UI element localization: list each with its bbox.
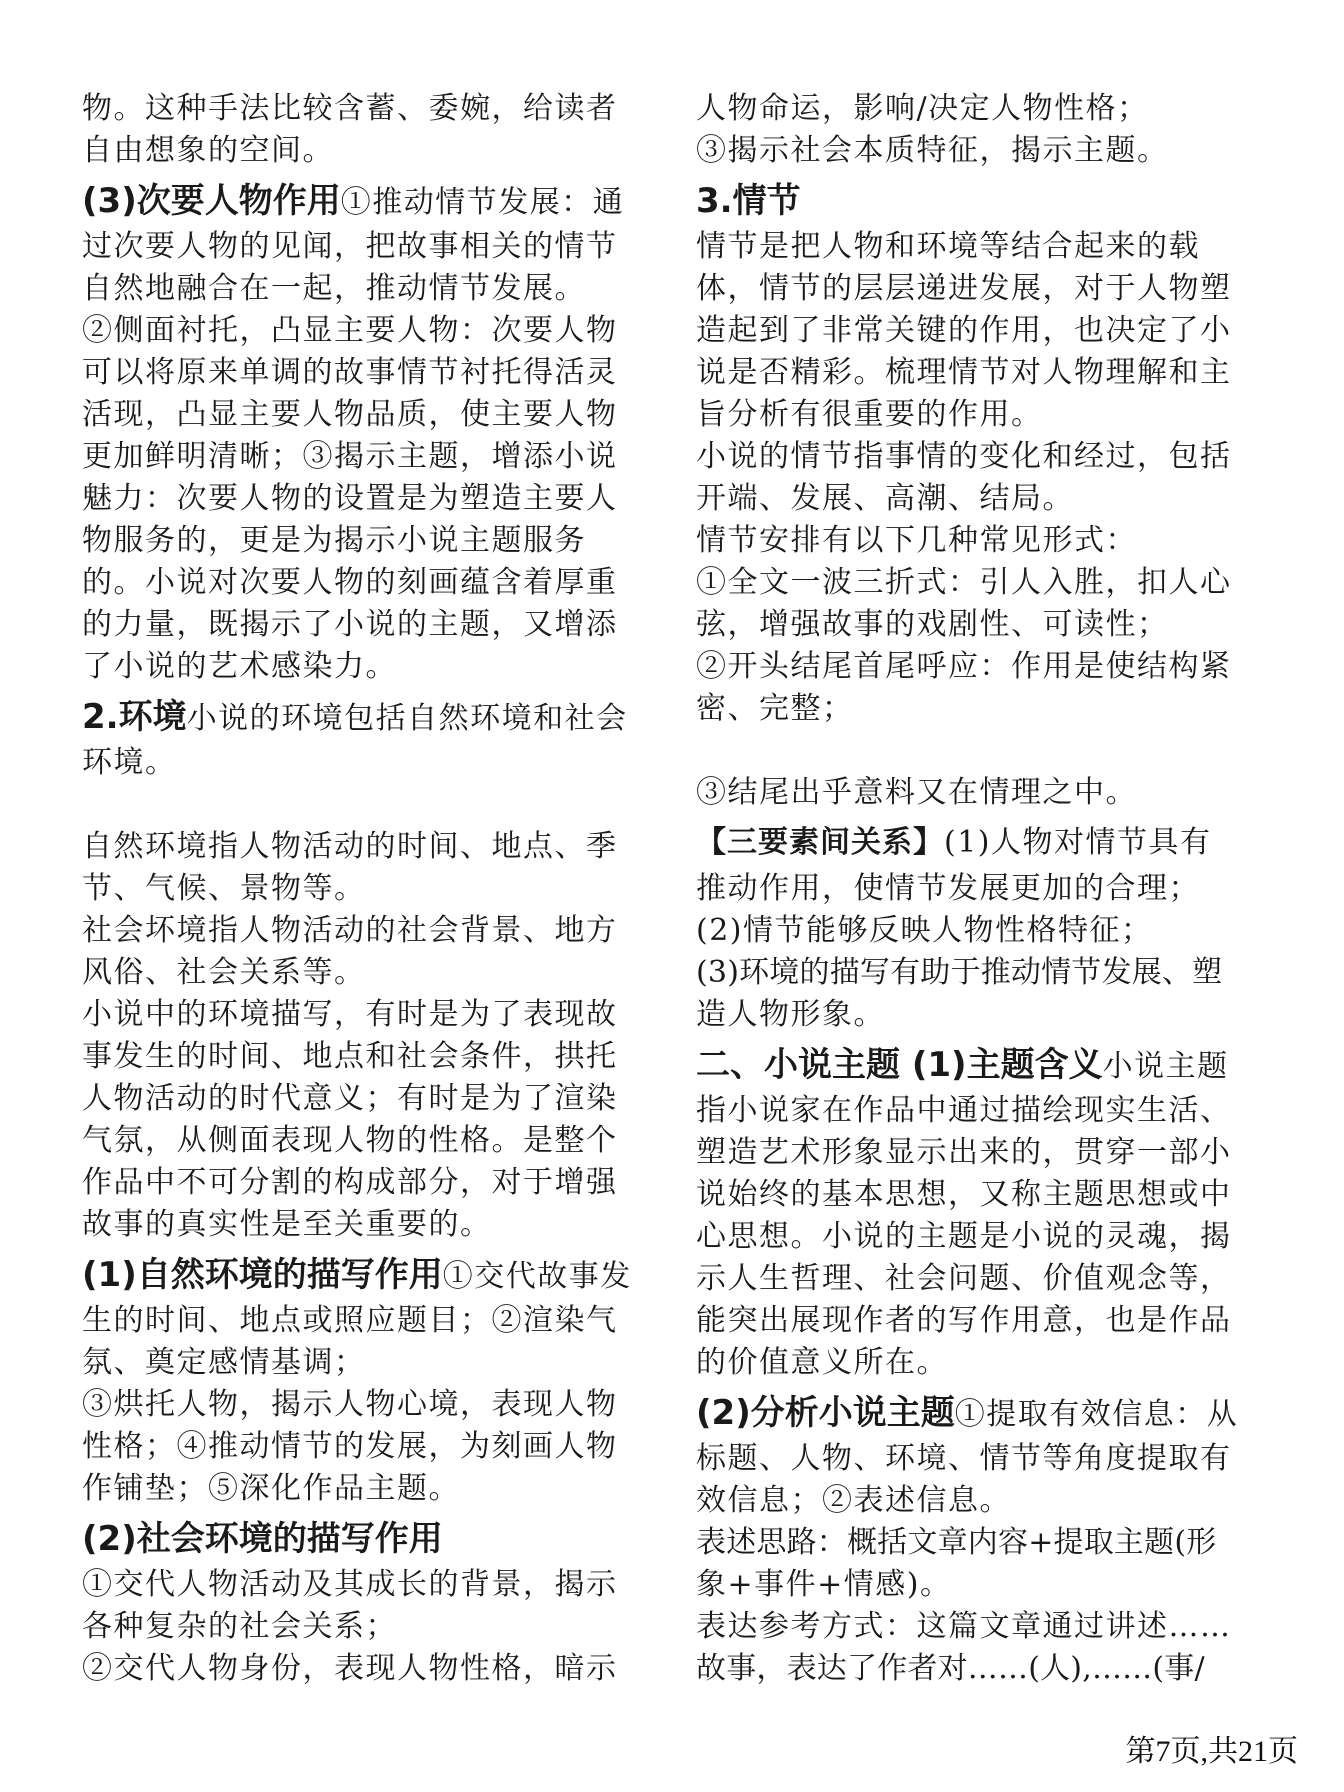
heading-body-text: 小说主题 — [1102, 1049, 1229, 1084]
text-line: 情节是把人物和环境等结合起来的载 — [696, 229, 1200, 264]
text-line: 节、气候、景物等。 — [82, 871, 366, 906]
text-line: 说始终的基本思想，又称主题思想或中 — [696, 1177, 1232, 1212]
text-line: 活现，凸显主要人物品质，使主要人物 — [82, 397, 618, 432]
text-line: 故事，表达了作者对……(人),……(事/ — [696, 1651, 1205, 1686]
right-column — [696, 88, 1268, 1690]
heading-minor-characters — [82, 176, 642, 226]
text-line: 塑造艺术形象显示出来的，贯穿一部小 — [696, 1135, 1232, 1170]
text-line: 环境。 — [82, 745, 177, 780]
heading-novel-theme — [696, 1040, 1268, 1090]
text-line: 自然环境指人物活动的时间、地点、季 — [82, 829, 618, 864]
text-line: 造人物形象。 — [696, 997, 885, 1032]
text-line: 了小说的艺术感染力。 — [82, 649, 397, 684]
text-line: 小说的情节指事情的变化和经过，包括 — [696, 439, 1232, 474]
text-line: 作铺垫；⑤深化作品主题。 — [82, 1471, 460, 1506]
heading-environment — [82, 692, 642, 742]
heading-body-text: ①交代故事发 — [442, 1259, 632, 1294]
heading-body-text: ①提取有效信息：从 — [954, 1397, 1239, 1432]
text-line: ①全文一波三折式：引人入胜，扣人心 — [696, 565, 1232, 600]
text-line: 的。小说对次要人物的刻画蕴含着厚重 — [82, 565, 618, 600]
text-line: 弦，增强故事的戏剧性、可读性； — [696, 607, 1169, 642]
text-line: 更加鲜明清晰；③揭示主题，增添小说 — [82, 439, 618, 474]
text-line: 指小说家在作品中通过描绘现实生活、 — [696, 1093, 1232, 1128]
text-line: 物。这种手法比较含蓄、委婉，给读者 — [82, 91, 618, 126]
text-line: 象+事件+情感)。 — [696, 1567, 952, 1602]
text-line: 可以将原来单调的故事情节衬托得活灵 — [82, 355, 618, 390]
text-line: ③烘托人物，揭示人物心境，表现人物 — [82, 1387, 618, 1422]
text-line: ①交代人物活动及其成长的背景，揭示 — [82, 1567, 618, 1602]
heading-text: (3)次要人物作用 — [82, 181, 341, 221]
heading-text: (1)自然环境的描写作用 — [82, 1255, 443, 1295]
text-line: 情节安排有以下几种常见形式： — [696, 523, 1137, 558]
text-line: 密、完整； — [696, 691, 854, 726]
text-line: 的力量，既揭示了小说的主题，又增添 — [82, 607, 618, 642]
text-line: 社会坏境指人物活动的社会背景、地方 — [82, 913, 618, 948]
heading-social-environment — [82, 1514, 642, 1564]
text-line: 自然地融合在一起，推动情节发展。 — [82, 271, 586, 306]
text-line: ②侧面衬托，凸显主要人物：次要人物 — [82, 313, 618, 348]
text-line: 作品中不可分割的构成部分，对于增强 — [82, 1165, 618, 1200]
blank-gap — [82, 784, 642, 826]
heading-text: (2)分析小说主题 — [696, 1393, 955, 1433]
text-line: 风俗、社会关系等。 — [82, 955, 366, 990]
text-line: 自由想象的空间。 — [82, 133, 334, 168]
text-line: ②交代人物身份，表现人物性格，暗示 — [82, 1651, 618, 1686]
text-line: 旨分析有很重要的作用。 — [696, 397, 1043, 432]
text-line: 说是否精彩。梳理情节对人物理解和主 — [696, 355, 1232, 390]
text-line: 小说中的环境描写，有时是为了表现故 — [82, 997, 618, 1032]
text-line: 推动作用，使情节发展更加的合理； — [696, 871, 1200, 906]
text-line: 能突出展现作者的写作用意，也是作品 — [696, 1303, 1232, 1338]
page-number: 第7页,共21页 — [1125, 1735, 1298, 1768]
heading-three-elements-relation — [696, 818, 1268, 868]
heading-body-text: 小说的环境包括自然环境和社会 — [186, 701, 628, 736]
text-line: 过次要人物的见闻，把故事相关的情节 — [82, 229, 618, 264]
heading-text: 二、小说主题 (1)主题含义 — [696, 1045, 1103, 1085]
text-line: 示人生哲理、社会问题、价值观念等， — [696, 1261, 1232, 1296]
text-line: ③揭示社会本质特征，揭示主题。 — [696, 133, 1169, 168]
text-line: (2)情节能够反映人物性格特征； — [696, 913, 1153, 948]
heading-plot — [696, 176, 1268, 226]
heading-natural-environment — [82, 1250, 642, 1300]
heading-body-text: ①推动情节发展：通 — [340, 185, 625, 220]
heading-text: (2)社会环境的描写作用 — [82, 1519, 443, 1559]
text-line: 人物命运，影响/决定人物性格； — [696, 91, 1149, 126]
text-line: 魅力：次要人物的设置是为塑造主要人 — [82, 481, 618, 516]
text-line: 气氛，从侧面表现人物的性格。是整个 — [82, 1123, 618, 1158]
text-line: 表达参考方式：这篇文章通过讲述…… — [696, 1609, 1232, 1644]
text-line: 故事的真实性是至关重要的。 — [82, 1207, 492, 1242]
heading-text: 3.情节 — [696, 181, 801, 221]
heading-analyze-theme — [696, 1388, 1268, 1438]
text-line: 体，情节的层层递进发展，对于人物塑 — [696, 271, 1232, 306]
heading-body-text: (1)人物对情节具有 — [944, 825, 1212, 860]
text-line: 造起到了非常关键的作用，也决定了小 — [696, 313, 1232, 348]
heading-text: 【三要素间关系】 — [696, 825, 944, 860]
text-line: 效信息；②表述信息。 — [696, 1483, 1011, 1518]
text-line: ②开头结尾首尾呼应：作用是使结构紧 — [696, 649, 1232, 684]
heading-text: 2.环境 — [82, 697, 187, 737]
text-line: 生的时间、地点或照应题目；②渲染气 — [82, 1303, 618, 1338]
text-line: ③结尾出乎意料又在情理之中。 — [696, 775, 1137, 810]
text-line: 性格；④推动情节的发展，为刻画人物 — [82, 1429, 618, 1464]
text-line: (3)环境的描写有助于推动情节发展、塑 — [696, 955, 1223, 990]
text-line: 开端、发展、高潮、结局。 — [696, 481, 1074, 516]
text-line: 人物活动的时代意义；有时是为了渲染 — [82, 1081, 618, 1116]
text-line: 心思想。小说的主题是小说的灵魂，揭 — [696, 1219, 1232, 1254]
blank-gap — [696, 730, 1268, 772]
text-line: 物服务的，更是为揭示小说主题服务 — [82, 523, 586, 558]
text-line: 氛、奠定感情基调； — [82, 1345, 366, 1380]
text-line: 表述思路：概括文章内容+提取主题(形 — [696, 1525, 1217, 1560]
text-line: 的价值意义所在。 — [696, 1345, 948, 1380]
text-line: 各种复杂的社会关系； — [82, 1609, 397, 1644]
text-line: 标题、人物、环境、情节等角度提取有 — [696, 1441, 1232, 1476]
left-column — [82, 88, 642, 1690]
text-line: 事发生的时间、地点和社会条件，拱托 — [82, 1039, 618, 1074]
